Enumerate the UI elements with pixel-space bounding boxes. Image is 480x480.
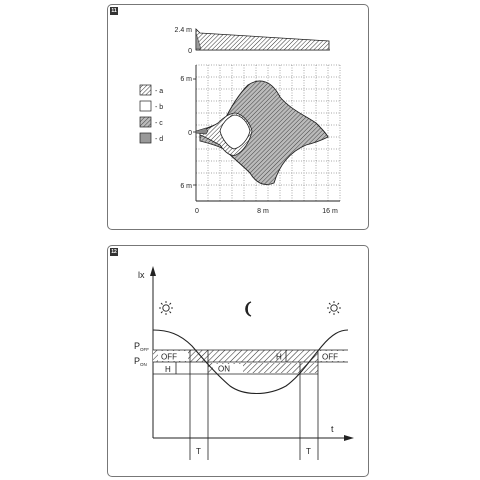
t-label-left: T bbox=[196, 447, 201, 456]
legend-swatch-a bbox=[140, 85, 151, 95]
p-off-label: P bbox=[134, 341, 141, 351]
x-label-8: 8 m bbox=[257, 208, 269, 215]
x-label-0: 0 bbox=[195, 208, 199, 215]
legend-label-d: - d bbox=[155, 136, 164, 143]
side-view-cone bbox=[196, 29, 329, 50]
t-label-right: T bbox=[306, 447, 311, 456]
y-label-mid: 0 bbox=[188, 130, 192, 137]
detection-diagram bbox=[108, 5, 370, 231]
sun-icon bbox=[159, 301, 173, 315]
off-label-right: OFF bbox=[322, 352, 338, 362]
legend-label-c: - c bbox=[155, 120, 163, 127]
zone-d bbox=[196, 128, 208, 134]
legend-label-a: - a bbox=[155, 88, 164, 95]
p-off-sub: OFF bbox=[140, 347, 149, 352]
h-label-left: H bbox=[165, 365, 171, 374]
time-axis-label: t bbox=[331, 424, 334, 434]
figure-badge: 12 bbox=[111, 249, 117, 255]
y-label-top: 6 m bbox=[180, 76, 192, 83]
lux-axis-label: lx bbox=[138, 270, 145, 280]
x-label-16: 16 m bbox=[322, 208, 338, 215]
p-on-sub: ON bbox=[140, 362, 147, 367]
on-label: ON bbox=[218, 364, 230, 374]
light-threshold-panel bbox=[107, 245, 369, 477]
legend-swatch-d bbox=[140, 133, 151, 143]
detection-range-panel bbox=[107, 4, 369, 230]
moon-icon bbox=[246, 302, 251, 316]
legend bbox=[140, 85, 163, 143]
figure-badge: 11 bbox=[111, 8, 117, 14]
y-label-bottom: 6 m bbox=[180, 183, 192, 190]
legend-swatch-b bbox=[140, 101, 151, 111]
p-on-label: P bbox=[134, 356, 141, 366]
side-view bbox=[174, 27, 330, 55]
legend-label-b: - b bbox=[155, 104, 164, 111]
off-label-left: OFF bbox=[161, 352, 177, 362]
legend-swatch-c bbox=[140, 117, 151, 127]
h-label-right: H bbox=[276, 352, 282, 362]
sun-icon bbox=[327, 301, 341, 315]
height-zero-label: 0 bbox=[188, 48, 192, 55]
height-label: 2.4 m bbox=[174, 27, 192, 34]
threshold-diagram bbox=[108, 246, 370, 478]
